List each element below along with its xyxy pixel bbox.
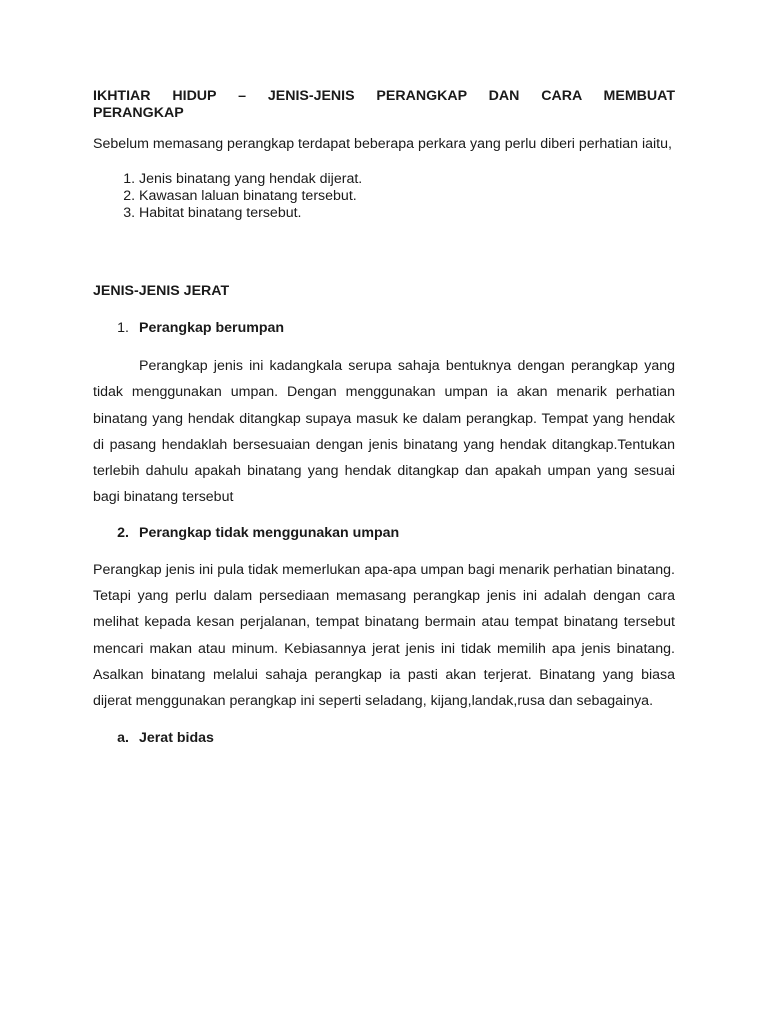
subheading-label: Perangkap berumpan (139, 320, 285, 336)
intro-paragraph: Sebelum memasang perangkap terdapat beberapa perkara yang perlu diberi perhatian iaitu, (93, 136, 672, 152)
subheading-perangkap-tanpa-umpan (93, 525, 675, 542)
section-heading: JENIS-JENIS JERAT (93, 283, 230, 299)
list-item: 2. Kawasan laluan binatang tersebut. (139, 188, 675, 205)
subheading-jerat-bidas (93, 730, 675, 747)
subheading-label: Perangkap tidak menggunakan umpan (139, 524, 400, 541)
paragraph-perangkap-berumpan: Perangkap jenis ini kadangkala serupa sahaja bentuknya dengan perangkap yang tidak menggunakan umpan. Dengan menggunakan umpan ia akan menarik perhatian binatang yang hendak ditangkap supaya masuk ke dalam perangkap. Tempat yang hendak di pasang hendaklah bersesuaian dengan jenis binatang yang hendak ditangkap.Tentukan terlebih dahulu apakah binatang yang hendak ditangkap dan apakah umpan yang sesuai bagi binatang tersebut (93, 358, 675, 506)
subheading-label: Jerat bidas (139, 729, 214, 746)
list-item: 3. Habitat binatang tersebut. (139, 205, 675, 222)
document-content (93, 88, 675, 747)
paragraph-perangkap-tanpa-umpan: Perangkap jenis ini pula tidak memerlukan apa-apa umpan bagi menarik perhatian binatang. Tetapi yang perlu dalam persediaan memasang perangkap jenis ini adalah dengan cara melihat kepada kesan perjalanan, tempat binatang bermain atau tempat binatang tersebut mencari makan atau minum. Kebiasannya jerat jenis ini tidak memilih apa jenis binatang. Asalkan binatang melalui sahaja perangkap ia pasti akan terjerat. Binatang yang biasa dijerat menggunakan perangkap ini seperti seladang, kijang,landak,rusa dan sebagainya. (93, 561, 675, 710)
subheading-number: 1. (117, 320, 129, 336)
document-title (93, 88, 675, 122)
title-line-2: PERANGKAP (93, 105, 184, 121)
title-line-1: IKHTIAR HIDUP – JENIS-JENIS PERANGKAP DAN CARA MEMBUAT (93, 88, 675, 104)
subheading-perangkap-berumpan (93, 320, 675, 337)
subheading-number: 2. (117, 524, 129, 541)
subheading-letter: a. (117, 729, 129, 746)
criteria-list (93, 171, 675, 222)
list-item: 1. Jenis binatang yang hendak dijerat. (139, 171, 675, 188)
